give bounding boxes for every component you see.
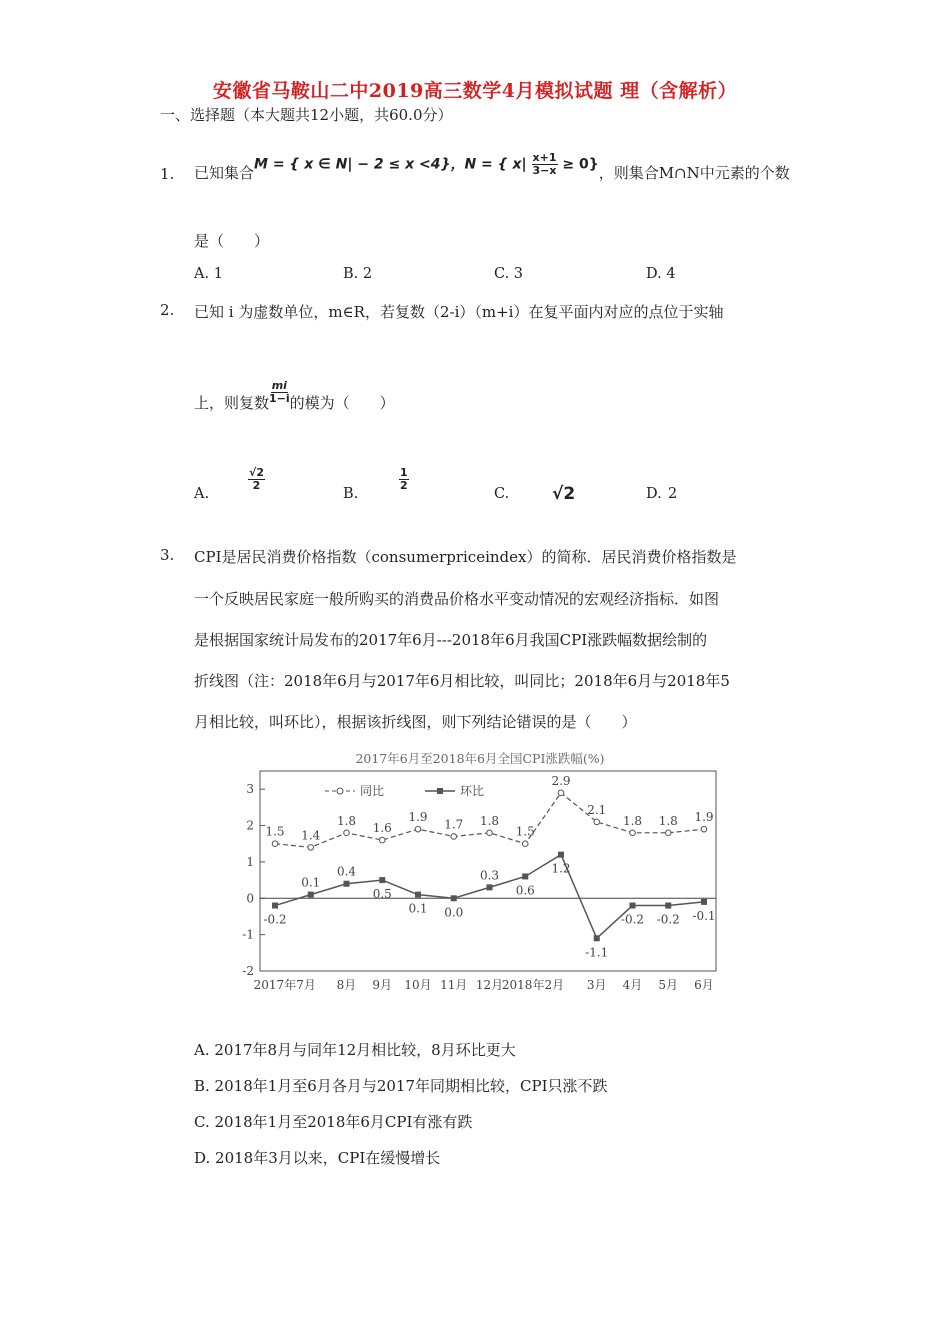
yoy-point	[594, 819, 600, 825]
yoy-data-label: 1.6	[372, 821, 392, 836]
q3-option-c[interactable]: C. 2018年1月至2018年6月CPI有涨有跌	[194, 1113, 473, 1131]
yoy-data-label: 1.8	[622, 813, 643, 828]
mom-data-label: 0.0	[444, 905, 464, 920]
q2-option-a-label[interactable]: A.	[194, 486, 210, 502]
mom-data-label: -0.2	[263, 912, 287, 927]
x-tick-label: 11月	[440, 978, 468, 992]
mom-point	[451, 895, 457, 901]
yoy-data-label: 1.7	[444, 817, 464, 832]
y-tick-label: -1	[242, 927, 254, 942]
yoy-point	[344, 830, 350, 836]
legend-yoy-marker	[337, 788, 343, 794]
q2-option-d-label[interactable]: D.	[646, 486, 662, 502]
yoy-point	[701, 826, 707, 832]
mom-point	[415, 892, 421, 898]
question-2-number: 2.	[160, 301, 175, 319]
mom-point	[308, 892, 314, 898]
yoy-data-label: 1.5	[515, 824, 535, 839]
mom-data-label: 0.1	[408, 901, 428, 916]
mom-data-label: -0.2	[620, 912, 645, 927]
question-3-line5: 月相比较，叫环比），根据该折线图，则下列结论错误的是（ ）	[194, 713, 637, 731]
section-heading: 一、选择题（本大题共12小题，共60.0分）	[160, 106, 453, 124]
y-tick-label: 1	[246, 854, 254, 869]
mom-point	[630, 903, 636, 909]
yoy-data-label: 2.9	[551, 773, 571, 788]
question-1-number: 1.	[160, 165, 175, 183]
mom-data-label: 0.6	[515, 883, 535, 898]
x-tick-label: 8月	[336, 978, 357, 992]
question-2-line2	[194, 378, 395, 422]
yoy-data-label: 1.9	[408, 810, 428, 825]
y-tick-label: 2	[246, 818, 254, 833]
q1-suffix: ，则集合M∩N中元素的个数	[598, 163, 790, 182]
yoy-data-label: 1.8	[479, 813, 500, 828]
q3-option-a[interactable]: A. 2017年8月与同年12月相比较，8月环比更大	[194, 1041, 516, 1059]
q2-option-b-label[interactable]: B.	[343, 486, 359, 502]
x-tick-label: 5月	[658, 978, 679, 992]
q1-set-formula	[254, 152, 599, 177]
mom-point	[272, 903, 278, 909]
q2-b-num: 1	[400, 466, 408, 479]
yoy-point	[487, 830, 493, 836]
q2-option-c-value: √2	[552, 484, 576, 504]
mom-point	[558, 852, 564, 858]
mom-data-label: 0.1	[301, 875, 321, 890]
question-1-line1	[194, 148, 790, 196]
x-tick-label: 12月	[475, 978, 504, 992]
mom-point	[344, 881, 350, 887]
mom-point	[522, 873, 528, 879]
q1-option-b[interactable]: B. 2	[343, 266, 373, 282]
q1-frac-den: 3−x	[532, 163, 557, 177]
q1-option-d[interactable]: D. 4	[646, 266, 676, 282]
chart-title: 2017年6月至2018年6月全国CPI涨跌幅(%)	[355, 751, 605, 766]
q2-line2-pre: 上，则复数	[194, 393, 270, 412]
q1-prefix: 已知集合	[194, 163, 255, 182]
yoy-data-label: 1.8	[658, 813, 678, 828]
question-2-line1: 已知 i 为虚数单位，m∈R，若复数（2-i）（m+i）在复平面内对应的点位于实轴	[194, 303, 724, 321]
mom-data-label: 0.4	[336, 864, 357, 879]
x-tick-label: 2018年2月	[501, 978, 565, 992]
yoy-point	[451, 834, 457, 840]
q1-fraction	[532, 152, 558, 177]
q2-fraction	[269, 380, 290, 405]
yoy-point	[308, 845, 314, 851]
mom-data-label: 1.2	[551, 861, 571, 876]
y-tick-label: -2	[242, 964, 254, 978]
x-tick-label: 4月	[622, 978, 643, 992]
q2-option-d-value: 2	[668, 486, 678, 502]
x-tick-label: 10月	[404, 978, 432, 992]
yoy-point	[379, 837, 385, 843]
mom-point	[379, 877, 385, 883]
q2-a-den: 2	[252, 479, 261, 492]
mom-point	[487, 884, 493, 890]
q1-option-a[interactable]: A. 1	[194, 266, 223, 282]
question-3-line4: 折线图（注：2018年6月与2017年6月相比较，叫同比；2018年6月与2018年5	[194, 672, 730, 690]
q3-option-d[interactable]: D. 2018年3月以来，CPI在缓慢增长	[194, 1149, 441, 1167]
page-title: 安徽省马鞍山二中2019高三数学4月模拟试题 理（含解析）	[212, 80, 738, 102]
yoy-point	[522, 841, 528, 847]
question-3-line3: 是根据国家统计局发布的2017年6月---2018年6月我国CPI涨跌幅数据绘制的	[194, 631, 708, 649]
question-1-line2: 是（ ）	[194, 232, 270, 250]
mom-data-label: -0.2	[656, 912, 680, 927]
yoy-point	[558, 790, 564, 796]
q2-option-b-value	[399, 467, 409, 492]
yoy-point	[665, 830, 671, 836]
q1-set-n-tail: ≥ 0}	[562, 156, 599, 172]
q2-frac-den: 1−i	[269, 391, 290, 405]
q1-set-m: M = { x ∈ N| − 2 ≤ x <4}，N = { x|	[254, 156, 527, 172]
mom-point	[665, 903, 671, 909]
legend-yoy-label: 同比	[360, 784, 385, 798]
mom-data-label: -1.1	[585, 945, 609, 960]
mom-point	[701, 899, 707, 905]
q3-option-b[interactable]: B. 2018年1月至6月各月与2017年同期相比较，CPI只涨不跌	[194, 1077, 608, 1095]
x-tick-label: 2017年7月	[253, 978, 316, 992]
q2-option-a-value	[248, 467, 265, 492]
yoy-point	[272, 841, 278, 847]
question-3-line1: CPI是居民消费价格指数（consumerpriceindex）的简称．居民消费价格指数是	[194, 548, 737, 566]
q2-line2-post: 的模为（ ）	[289, 393, 395, 412]
yoy-data-label: 1.4	[301, 828, 321, 843]
x-tick-label: 9月	[372, 978, 393, 992]
x-tick-label: 6月	[694, 978, 714, 992]
y-tick-label: 3	[246, 782, 254, 797]
chart-legend	[325, 784, 484, 798]
yoy-data-label: 1.5	[265, 824, 285, 839]
mom-data-label: 0.3	[479, 868, 500, 883]
q2-a-num: √2	[249, 466, 264, 479]
q2-option-c-label[interactable]: C.	[494, 486, 510, 502]
mom-point	[594, 935, 600, 941]
yoy-data-label: 1.8	[336, 813, 357, 828]
question-3-line2: 一个反映居民家庭一般所购买的消费品价格水平变动情况的宏观经济指标．如图	[194, 590, 720, 608]
yoy-data-label: 1.9	[694, 810, 714, 825]
x-tick-label: 3月	[586, 978, 607, 992]
legend-mom-marker	[437, 788, 443, 794]
q2-b-den: 2	[400, 479, 408, 492]
q2-frac-num: mi	[271, 378, 287, 392]
yoy-point	[415, 826, 421, 832]
y-tick-label: 0	[246, 891, 254, 906]
mom-data-label: -0.1	[692, 908, 716, 923]
q1-frac-num: x+1	[532, 150, 557, 164]
legend-mom-label: 环比	[460, 784, 485, 798]
yoy-data-label: 2.1	[587, 802, 607, 817]
mom-data-label: 0.5	[372, 887, 392, 902]
cpi-line-chart	[230, 745, 730, 1000]
q1-option-c[interactable]: C. 3	[494, 266, 524, 282]
yoy-point	[630, 830, 636, 836]
question-3-number: 3.	[160, 546, 175, 564]
